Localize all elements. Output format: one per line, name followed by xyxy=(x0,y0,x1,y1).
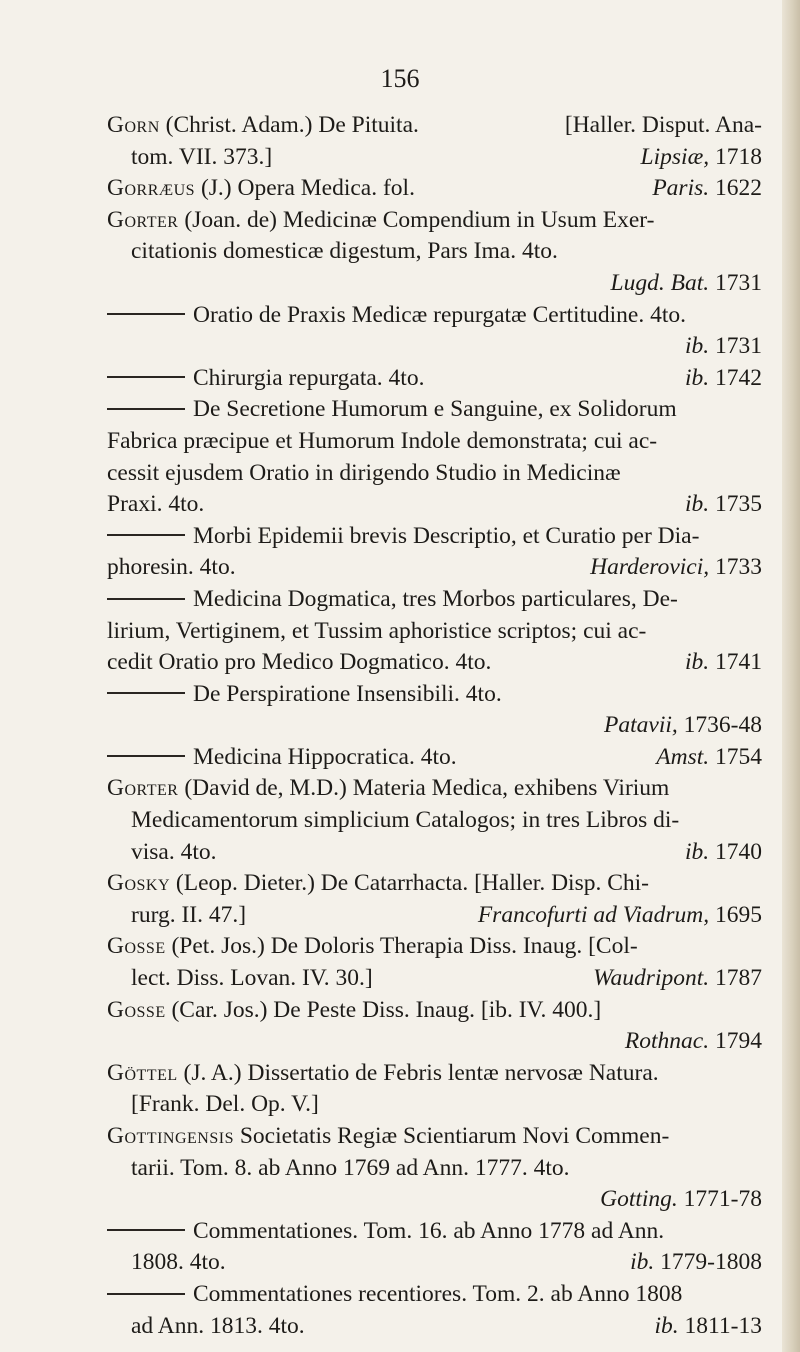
entry-text: Fabrica præcipue et Humorum Indole demonstrata; cui ac- xyxy=(107,427,658,454)
entry-text: (Leop. Dieter.) De Catarrhacta. [Haller. Disp. Chi- xyxy=(170,870,650,897)
entry-year: 1622 xyxy=(715,175,762,202)
entry-year: 1731 xyxy=(715,333,762,360)
entry-gorter-joan xyxy=(107,205,762,300)
entry-text: (Pet. Jos.) De Doloris Therapia Diss. Inaug. [Col- xyxy=(165,933,638,960)
entry-text: lect. Diss. Lovan. IV. 30.] xyxy=(131,965,373,992)
entry-place: ib. xyxy=(684,491,710,518)
entry-text: rurg. II. 47.] xyxy=(131,901,247,928)
entry-text: citationis domesticæ digestum, Pars Ima. 4to. xyxy=(131,238,558,265)
entry-author: Gorræus xyxy=(107,175,196,202)
ditto-dash xyxy=(107,755,185,757)
entry-year: 1736-48 xyxy=(683,712,762,739)
entry-text: Chirurgia repurgata. 4to. xyxy=(193,364,425,391)
entry-gosky xyxy=(107,868,762,931)
ditto-dash xyxy=(107,1293,185,1295)
entry-chirurgia xyxy=(107,363,762,395)
entry-text: Societatis Regiæ Scientiarum Novi Commen- xyxy=(233,1123,670,1149)
entry-text: tarii. Tom. 8. ab Anno 1769 ad Ann. 1777. 4to. xyxy=(131,1154,570,1181)
entry-medicina-hippocratica xyxy=(107,742,762,774)
entry-text: (Car. Jos.) De Peste Diss. Inaug. [ib. IV. 400.] xyxy=(165,996,602,1023)
ditto-dash xyxy=(107,376,185,378)
entry-place: ib. xyxy=(630,1249,655,1276)
entry-place: ib. xyxy=(684,649,710,676)
entry-text: [Haller. Disput. Ana- xyxy=(564,112,762,138)
ditto-dash xyxy=(107,313,185,315)
entry-de-perspiratione xyxy=(107,679,762,742)
entry-text: Medicina Dogmatica, tres Morbos particulares, De- xyxy=(193,585,678,612)
entry-year: 1733 xyxy=(715,554,762,581)
entry-gosse-car xyxy=(107,995,762,1058)
entry-text: Medicamentorum simplicium Catalogos; in tres Libros di- xyxy=(131,807,680,834)
entry-place: ib. xyxy=(684,364,710,391)
entry-text: visa. 4to. xyxy=(131,838,217,865)
entry-text: (Joan. de) Medicinæ Compendium in Usum Exer- xyxy=(178,206,655,233)
ditto-dash xyxy=(107,598,185,600)
entry-author: Gosky xyxy=(107,870,171,897)
entry-text: cedit Oratio pro Medico Dogmatico. 4to. xyxy=(107,649,492,676)
entry-year: 1771-78 xyxy=(683,1186,762,1213)
entry-morbi-epidemii xyxy=(107,521,762,584)
entry-author: Göttel xyxy=(107,1059,178,1086)
entry-text: De Perspiratione Insensibili. 4to. xyxy=(193,680,502,707)
entry-text: tom. VII. 373.] xyxy=(131,143,273,170)
entry-text: cessit ejusdem Oratio in dirigendo Studio in Medicinæ xyxy=(107,459,621,486)
entry-text: Oratio de Praxis Medicæ repurgatæ Certitudine. 4to. xyxy=(193,301,686,328)
entry-gorter-david xyxy=(107,773,762,868)
entry-text: Commentationes recentiores. Tom. 2. ab Anno 1808 xyxy=(193,1280,683,1307)
entry-text: (J. A.) Dissertatio de Febris lentæ nervosæ Natura. xyxy=(177,1059,659,1086)
entry-author: Gorter xyxy=(107,206,179,233)
entry-year: 1741 xyxy=(715,649,762,676)
entry-place: ib. xyxy=(684,333,710,360)
entry-text: phoresin. 4to. xyxy=(107,554,236,581)
entry-place: ib. xyxy=(654,1312,679,1339)
entry-place: Amst. xyxy=(656,743,710,770)
entry-place: Gotting. xyxy=(600,1186,678,1213)
entry-year: 1731 xyxy=(715,269,762,296)
entry-year: 1811-13 xyxy=(684,1312,762,1339)
entry-text: De Secretione Humorum e Sanguine, ex Solidorum xyxy=(193,396,677,423)
entry-year: 1735 xyxy=(715,491,762,518)
page-number: 156 xyxy=(380,64,420,93)
entry-year: 1754 xyxy=(715,743,762,770)
entry-place: Francofurti ad Viadrum, xyxy=(477,901,710,928)
entry-year: 1742 xyxy=(715,364,762,391)
entry-year: 1779-1808 xyxy=(660,1249,762,1276)
entry-text: (J.) Opera Medica. fol. xyxy=(195,175,415,202)
entry-place: Paris. xyxy=(652,175,710,202)
entry-author: Gorn xyxy=(107,112,160,138)
catalogue-entries xyxy=(107,110,762,1342)
entry-year: 1787 xyxy=(715,965,762,992)
ditto-dash xyxy=(107,534,185,536)
entry-text: (Christ. Adam.) De Pituita. xyxy=(159,112,419,138)
entry-oratio-praxis xyxy=(107,300,762,363)
entry-place: Lipsiæ, xyxy=(640,143,710,170)
entry-commentationes-recentiores xyxy=(107,1279,762,1342)
ditto-dash xyxy=(107,692,185,694)
entry-de-secretione xyxy=(107,394,762,520)
entry-gosse-pet xyxy=(107,931,762,994)
entry-text: lirium, Vertiginem, et Tussim aphoristice scriptos; cui ac- xyxy=(107,617,647,644)
entry-gottingensis xyxy=(107,1121,762,1216)
entry-text: (David de, M.D.) Materia Medica, exhibens Virium xyxy=(178,775,670,802)
entry-place: Waudripont. xyxy=(593,965,710,992)
entry-year: 1695 xyxy=(715,901,762,928)
entry-gottel xyxy=(107,1058,762,1121)
entry-place: Harderovici, xyxy=(590,554,710,581)
entry-text: Praxi. 4to. xyxy=(107,491,205,518)
entry-medicina-dogmatica xyxy=(107,584,762,679)
entry-gorraeus xyxy=(107,173,762,205)
entry-text: Morbi Epidemii brevis Descriptio, et Curatio per Dia- xyxy=(193,522,700,549)
entry-text: 1808. 4to. xyxy=(131,1249,226,1276)
entry-commentationes xyxy=(107,1216,762,1279)
page-edge xyxy=(782,0,800,1352)
entry-place: Rothnac. xyxy=(624,1028,710,1055)
entry-text: Medicina Hippocratica. 4to. xyxy=(193,743,457,770)
entry-place: ib. xyxy=(684,838,710,865)
entry-author: Gorter xyxy=(107,775,179,802)
entry-year: 1794 xyxy=(715,1028,762,1055)
entry-year: 1740 xyxy=(715,838,762,865)
entry-author: Gosse xyxy=(107,933,166,960)
entry-year: 1718 xyxy=(715,143,762,170)
entry-author: Gosse xyxy=(107,996,166,1023)
entry-author: Gottingensis xyxy=(107,1123,234,1149)
ditto-dash xyxy=(107,1229,185,1231)
ditto-dash xyxy=(107,408,185,410)
entry-text: [Frank. Del. Op. V.] xyxy=(131,1091,319,1118)
entry-text: Commentationes. Tom. 16. ab Anno 1778 ad Ann. xyxy=(193,1217,665,1244)
entry-text: ad Ann. 1813. 4to. xyxy=(131,1312,305,1339)
entry-place: Patavii, xyxy=(604,712,678,739)
entry-gorn xyxy=(107,110,762,173)
entry-place: Lugd. Bat. xyxy=(610,269,710,296)
